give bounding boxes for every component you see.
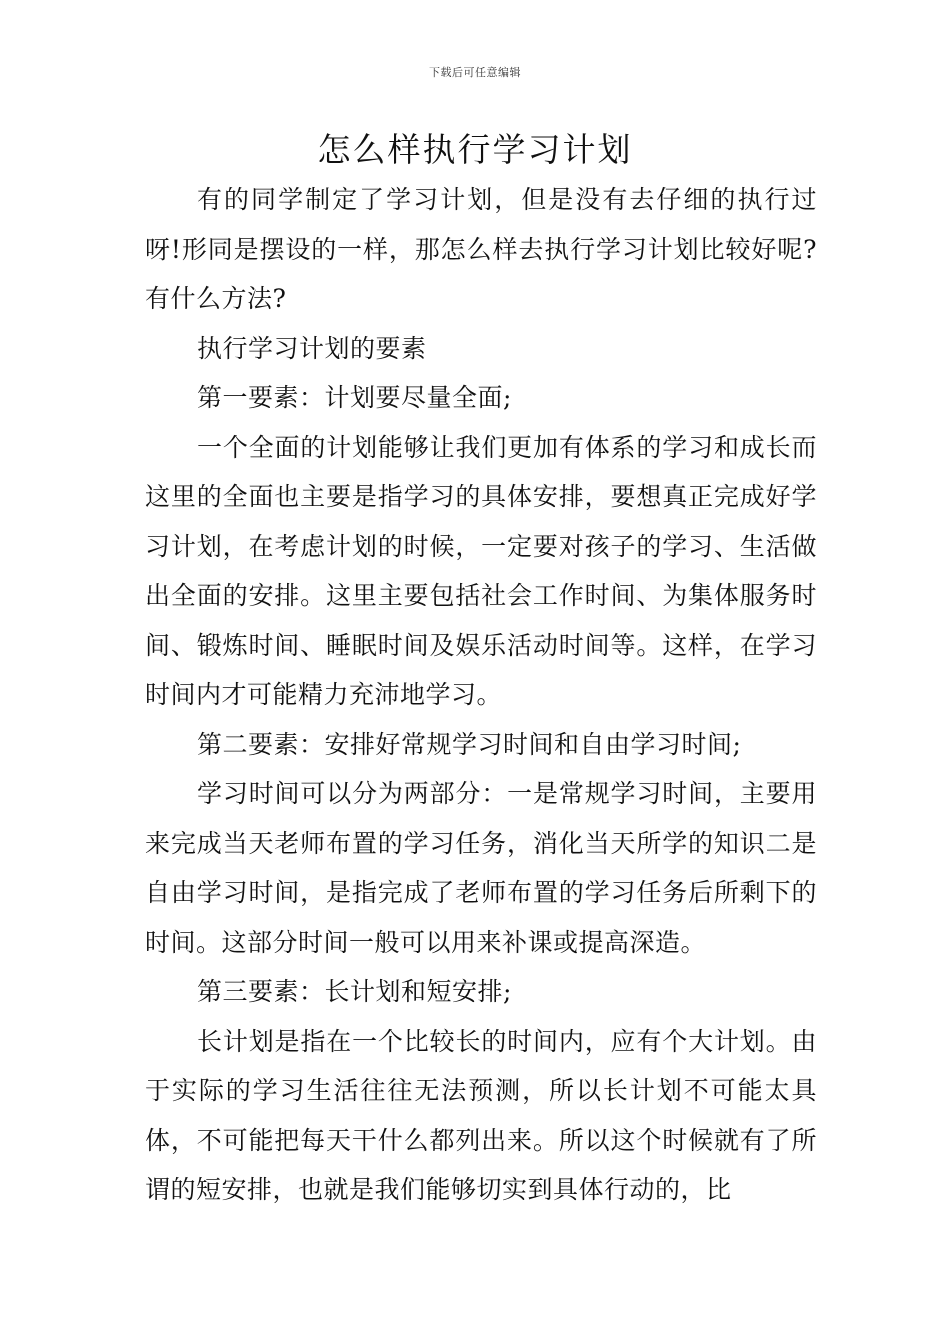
paragraph-factor-3-heading: 第三要素：长计划和短安排; <box>197 977 512 1006</box>
paragraph-section-heading: 执行学习计划的要素 <box>197 333 427 363</box>
header-note: 下载后可任意编辑 <box>429 66 521 79</box>
document-title: 怎么样执行学习计划 <box>317 130 633 169</box>
paragraph-intro: 有的同学制定了学习计划，但是没有去仔细的执行过呀!形同是摆设的一样，那怎么样去执行学习计划比较好呢?有什么方法? <box>145 185 817 313</box>
paragraph-factor-2-heading: 第二要素：安排好常规学习时间和自由学习时间; <box>197 729 742 759</box>
paragraph-factor-2-body: 学习时间可以分为两部分：一是常规学习时间，主要用来完成当天老师布置的学习任务，消化当天所学的知识二是自由学习时间，是指完成了老师布置的学习任务后所剩下的时间。这部分时间一般可以用来补课或提高深造。 <box>145 779 817 957</box>
paragraph-factor-1-body: 一个全面的计划能够让我们更加有体系的学习和成长而这里的全面也主要是指学习的具体安排，要想真正完成好学习计划，在考虑计划的时候，一定要对孩子的学习、生活做出全面的安排。这里主要包括社会工作时间、为集体服务时间、锻炼时间、睡眠时间及娱乐活动时间等。这样，在学习时间内才可能精力充沛地学习。 <box>145 432 817 709</box>
paragraph-factor-1-heading: 第一要素：计划要尽量全面; <box>197 383 512 412</box>
document-body <box>145 175 817 1215</box>
paragraph-factor-3-body: 长计划是指在一个比较长的时间内，应有个大计划。由于实际的学习生活往往无法预测，所以长计划不可能太具体，不可能把每天干什么都列出来。所以这个时候就有了所谓的短安排，也就是我们能够切实到具体行动的，比 <box>145 1026 817 1204</box>
